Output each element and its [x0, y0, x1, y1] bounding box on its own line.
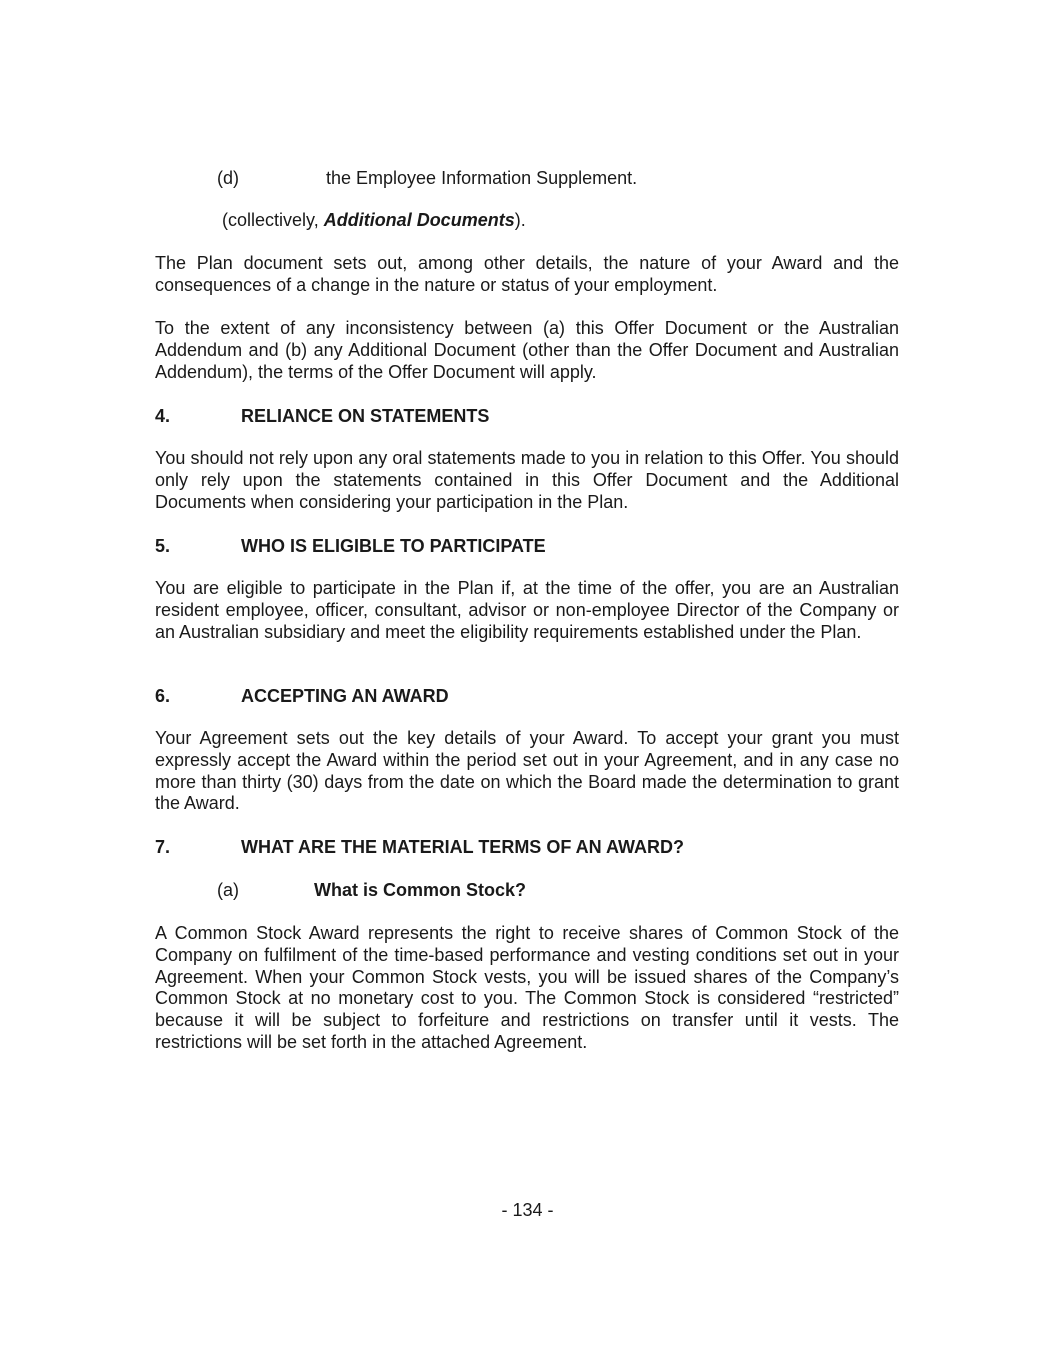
section-title: ACCEPTING AN AWARD — [241, 686, 449, 706]
collectively-definition — [222, 209, 526, 231]
list-item-d-text: the Employee Information Supplement. — [326, 168, 638, 188]
section-title: RELIANCE ON STATEMENTS — [241, 406, 490, 426]
page-number: - 134 - — [501, 1200, 554, 1220]
section-title: WHO IS ELIGIBLE TO PARTICIPATE — [241, 536, 546, 556]
subsection-a-title: What is Common Stock? — [314, 880, 527, 900]
collectively-suffix: ). — [514, 210, 526, 230]
plan-document-paragraph: The Plan document sets out, among other details, the nature of your Award and the consequences of a change in the nature or status of your employment. — [155, 253, 899, 295]
inconsistency-paragraph: To the extent of any inconsistency between (a) this Offer Document or the Australian Addendum and (b) any Additional Document (other than the Offer Document and Australian Addendum), the terms of the Offer Document will apply. — [155, 318, 899, 382]
subsection-a-body: A Common Stock Award represents the right to receive shares of Common Stock of the Company on fulfilment of the time-based performance and vesting conditions set out in your Agreement. When your Common Stock vests, you will be issued shares of the Company’s Common Stock at no monetary cost to you. The Common Stock is considered “restricted” because it will be subject to forfeiture and restrictions on transfer until it vests. The restrictions will be set forth in the attached Agreement. — [155, 923, 899, 1052]
list-item-d-marker: (d) — [217, 168, 239, 188]
section-number: 6. — [155, 686, 171, 706]
section-6-body: Your Agreement sets out the key details of your Award. To accept your grant you must expressly accept the Award within the period set out in your Agreement, and in any case no more than thirty (30) days from the date on which the Board made the determination to grant the Award. — [155, 728, 899, 814]
subsection-a-marker: (a) — [217, 880, 239, 900]
defined-term-additional-documents: Additional Documents — [323, 210, 515, 230]
section-5-body: You are eligible to participate in the Plan if, at the time of the offer, you are an Australian resident employee, officer, consultant, advisor or non-employee Director of the Company or an Australian subsidiary and meet the eligibility requirements established under the Plan. — [155, 578, 899, 642]
section-4-body: You should not rely upon any oral statements made to you in relation to this Offer. You should only rely upon the statements contained in this Offer Document and the Additional Documents when considering your participation in the Plan. — [155, 448, 899, 512]
section-number: 5. — [155, 536, 171, 556]
collectively-prefix: (collectively, — [222, 210, 324, 230]
section-title: WHAT ARE THE MATERIAL TERMS OF AN AWARD? — [241, 837, 684, 857]
section-number: 4. — [155, 406, 171, 426]
section-number: 7. — [155, 837, 171, 857]
